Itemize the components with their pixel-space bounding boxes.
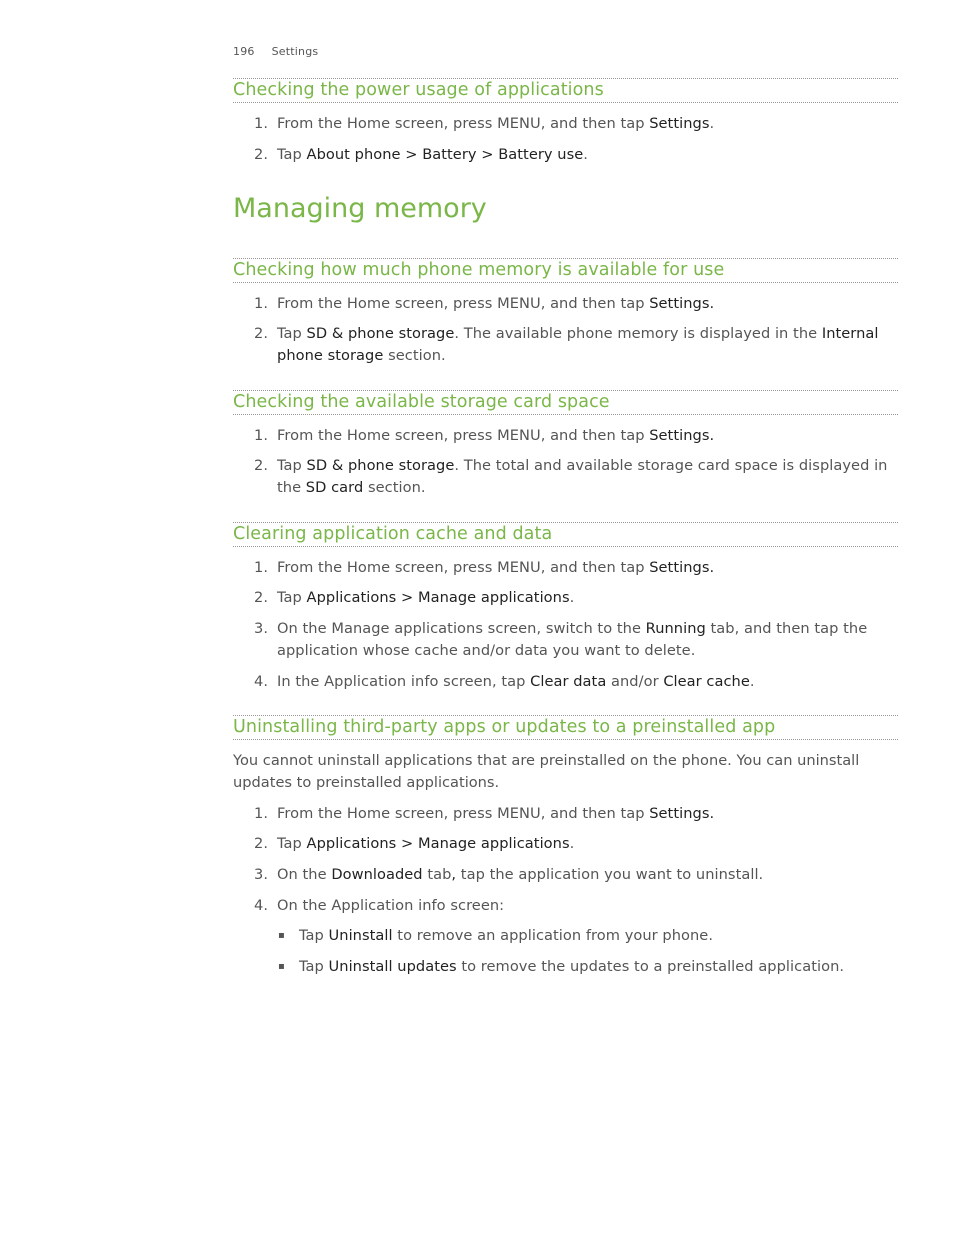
bullet-icon: ▪	[278, 930, 285, 941]
page-number: 196	[233, 45, 255, 58]
page-header	[233, 45, 318, 58]
page-title: Managing memory	[233, 193, 487, 224]
subheading-storage-card: Checking the available storage card space	[233, 390, 898, 415]
subheading-clear-cache: Clearing application cache and data	[233, 522, 898, 547]
subheading-power-usage: Checking the power usage of applications	[233, 78, 898, 103]
subheading-uninstall: Uninstalling third-party apps or updates to a preinstalled app	[233, 715, 898, 740]
header-section: Settings	[271, 45, 319, 58]
bullet-icon: ▪	[278, 961, 285, 972]
uninstall-intro: You cannot uninstall applications that are preinstalled on the phone. You can uninstall updates to preinstalled applications.	[233, 752, 860, 791]
subheading-phone-memory: Checking how much phone memory is available for use	[233, 258, 898, 283]
